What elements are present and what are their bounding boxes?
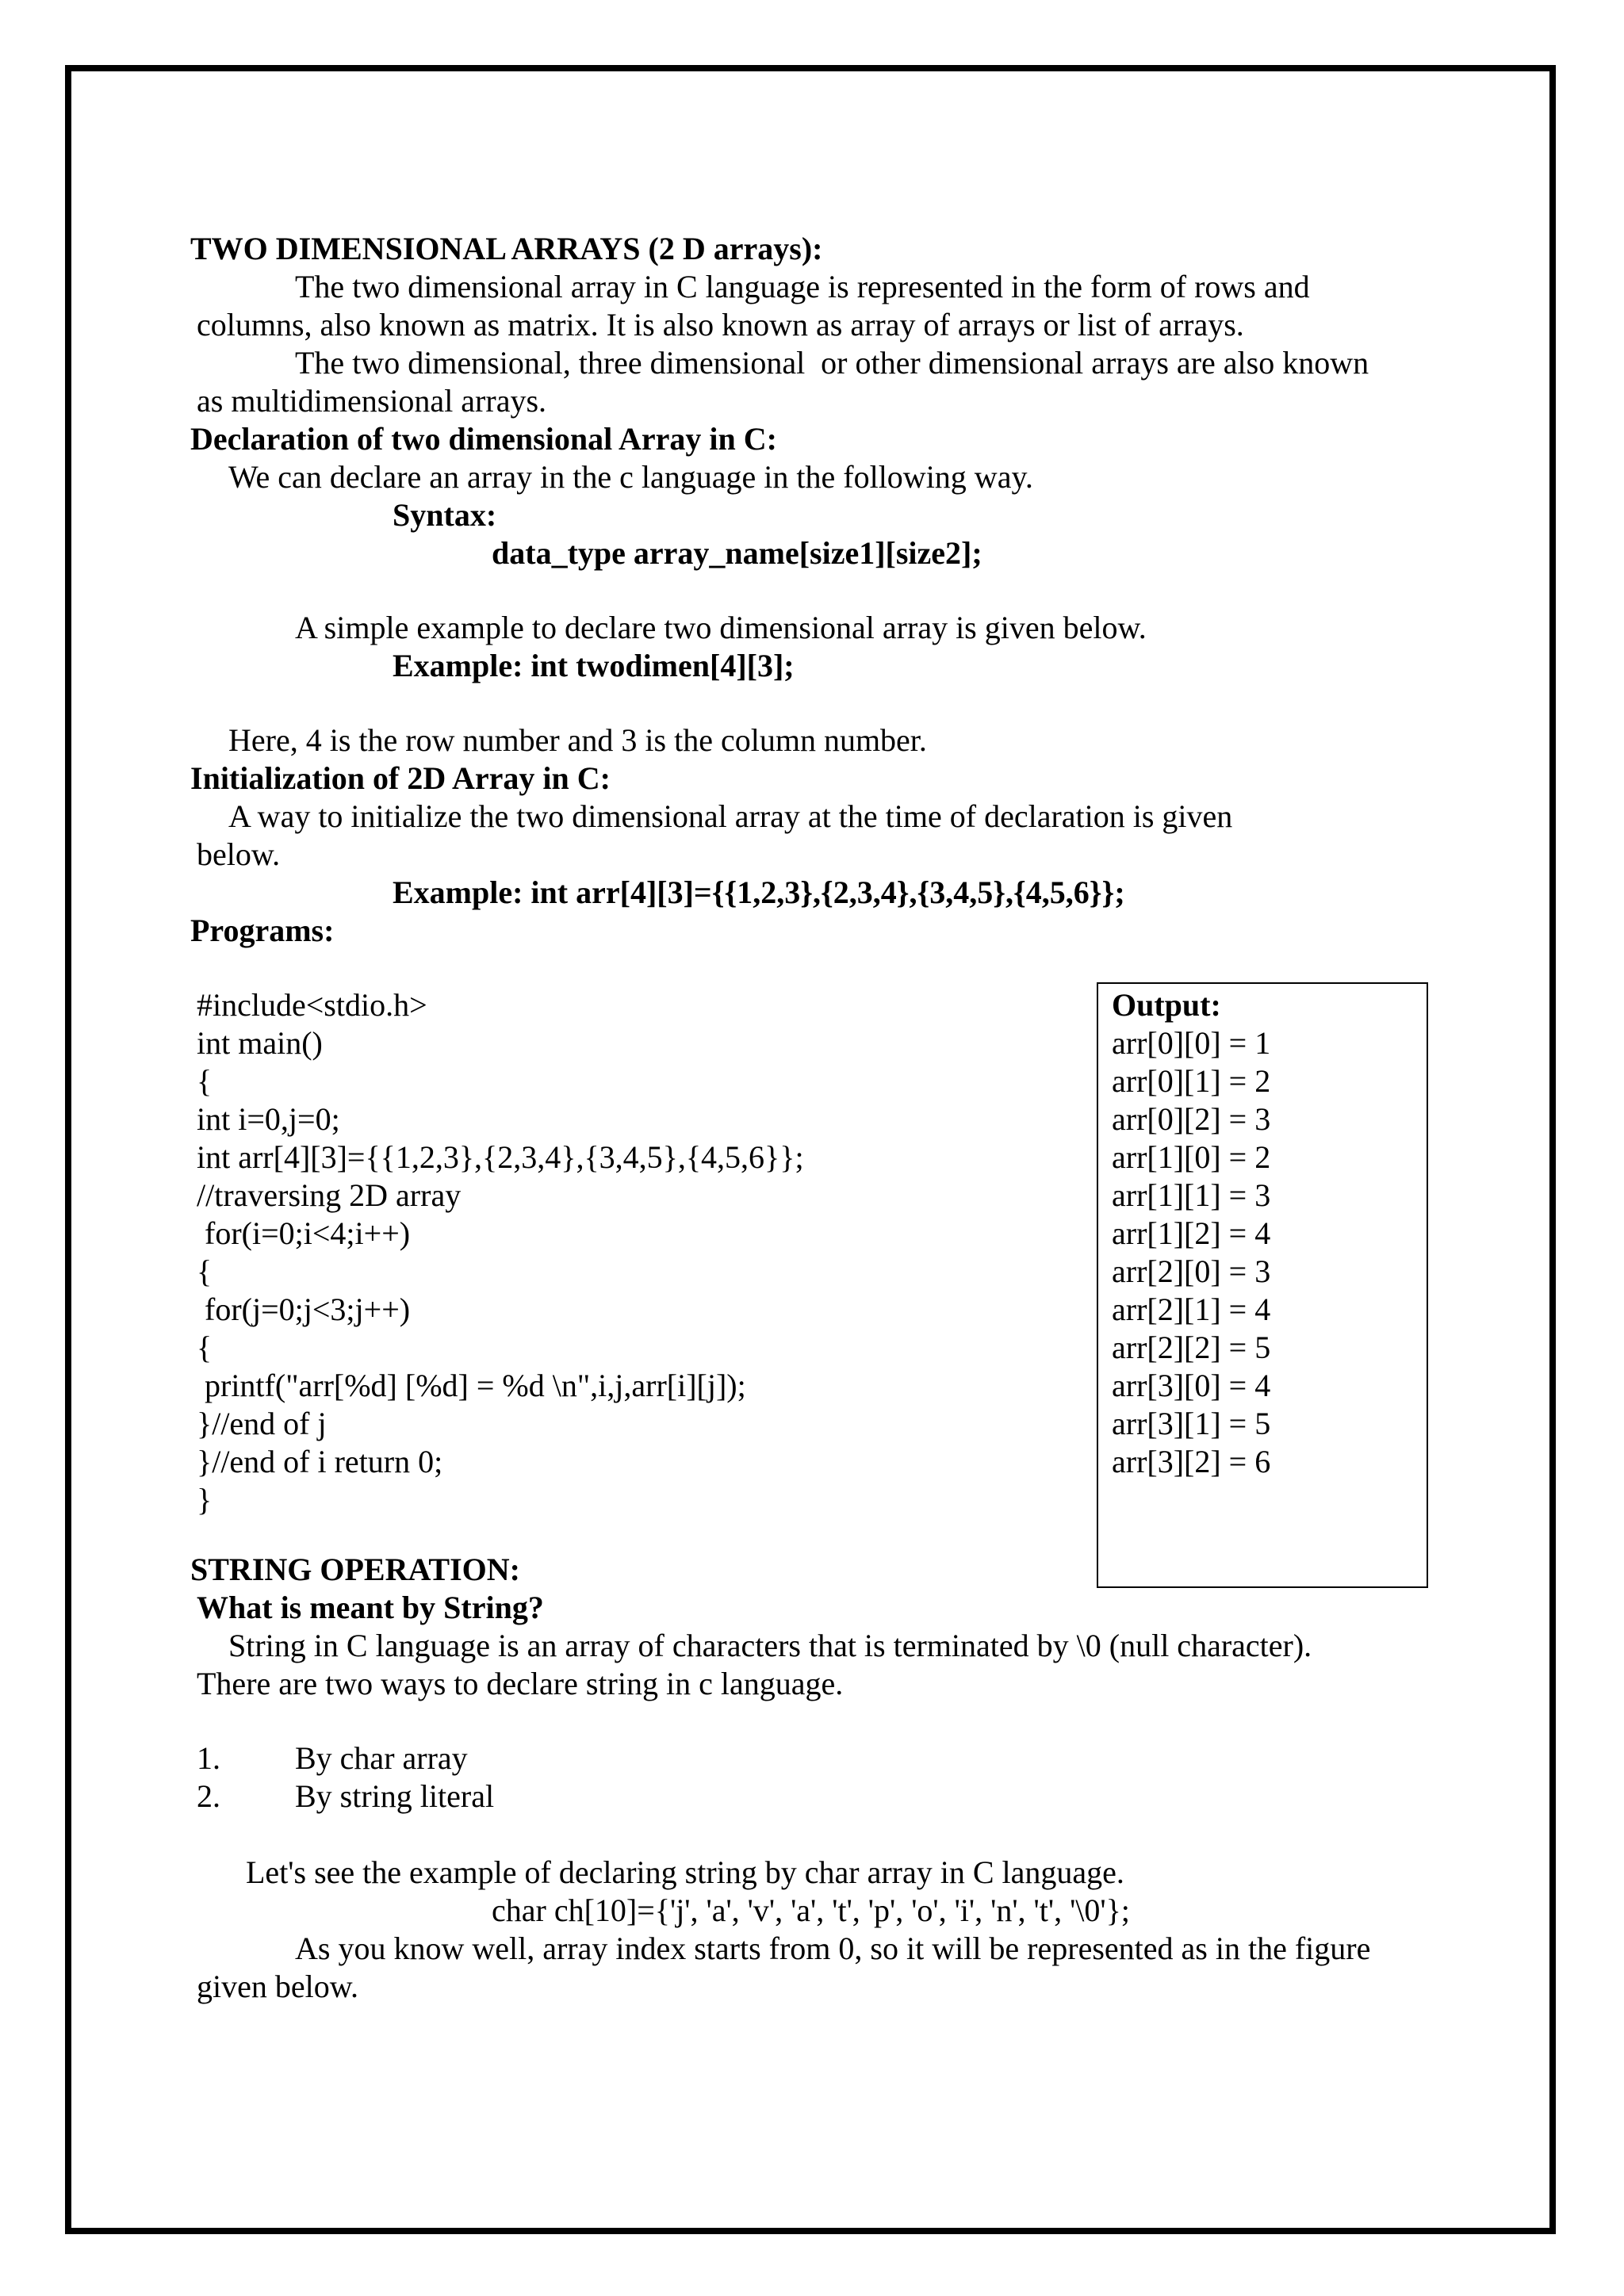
list-item-number: 1. [197, 1740, 220, 1776]
code-line: { [197, 1063, 213, 1099]
subheading-what-is-string: What is meant by String? [197, 1590, 544, 1625]
paragraph-line: A way to initialize the two dimensional array at the time of declaration is given [228, 798, 1233, 834]
output-line: arr[0][2] = 3 [1112, 1101, 1271, 1137]
output-line: arr[2][0] = 3 [1112, 1253, 1271, 1289]
section-heading-2d-arrays: TWO DIMENSIONAL ARRAYS (2 D arrays): [190, 231, 823, 266]
output-line: arr[2][2] = 5 [1112, 1330, 1271, 1365]
code-line: { [197, 1330, 213, 1365]
paragraph-line: as multidimensional arrays. [197, 383, 547, 419]
code-line: //traversing 2D array [197, 1177, 462, 1213]
output-line: arr[3][2] = 6 [1112, 1444, 1271, 1479]
initialization-example: Example: int arr[4][3]={{1,2,3},{2,3,4},{3,4,5},{4,5,6}}; [393, 874, 1125, 910]
list-item-number: 2. [197, 1778, 220, 1814]
output-line: arr[3][1] = 5 [1112, 1406, 1271, 1441]
list-item-text: By char array [295, 1740, 468, 1776]
output-line: arr[0][1] = 2 [1112, 1063, 1271, 1099]
paragraph-line: below. [197, 836, 281, 872]
code-line: printf("arr[%d] [%d] = %d \n",i,j,arr[i][j]); [197, 1368, 746, 1403]
list-item-text: By string literal [295, 1778, 495, 1814]
code-line: { [197, 1253, 213, 1289]
code-line: for(i=0;i<4;i++) [197, 1215, 411, 1251]
code-line: int arr[4][3]={{1,2,3},{2,3,4},{3,4,5},{4,5,6}}; [197, 1139, 804, 1175]
paragraph-line: A simple example to declare two dimensional array is given below. [295, 610, 1147, 645]
code-line: } [197, 1482, 213, 1517]
paragraph-line: There are two ways to declare string in c language. [197, 1666, 844, 1701]
string-example-code: char ch[10]={'j', 'a', 'v', 'a', 't', 'p', 'o', 'i', 'n', 't', '\0'}; [492, 1892, 1130, 1928]
paragraph-line: As you know well, array index starts from 0, so it will be represented as in the figure [295, 1931, 1371, 1966]
output-line: arr[3][0] = 4 [1112, 1368, 1271, 1403]
syntax-code: data_type array_name[size1][size2]; [492, 535, 982, 571]
code-line: for(j=0;j<3;j++) [197, 1292, 411, 1327]
output-line: arr[2][1] = 4 [1112, 1292, 1271, 1327]
output-line: arr[1][2] = 4 [1112, 1215, 1271, 1251]
section-heading-programs: Programs: [190, 913, 335, 948]
code-line: }//end of i return 0; [197, 1444, 443, 1479]
section-heading-initialization: Initialization of 2D Array in C: [190, 760, 611, 796]
paragraph-line: We can declare an array in the c language in the following way. [228, 459, 1033, 495]
paragraph-line: given below. [197, 1969, 359, 2004]
paragraph-line: The two dimensional array in C language is represented in the form of rows and [295, 269, 1310, 304]
output-line: arr[0][0] = 1 [1112, 1025, 1271, 1061]
section-heading-string: STRING OPERATION: [190, 1552, 520, 1587]
syntax-label: Syntax: [393, 497, 497, 533]
code-line: }//end of j [197, 1406, 327, 1441]
paragraph-line: columns, also known as matrix. It is also known as array of arrays or list of arrays. [197, 307, 1244, 342]
section-heading-declaration: Declaration of two dimensional Array in C: [190, 421, 777, 457]
output-line: arr[1][1] = 3 [1112, 1177, 1271, 1213]
paragraph-line: String in C language is an array of characters that is terminated by \0 (null character). [228, 1628, 1312, 1663]
code-line: #include<stdio.h> [197, 987, 427, 1023]
code-line: int main() [197, 1025, 323, 1061]
output-label: Output: [1112, 987, 1221, 1023]
output-line: arr[1][0] = 2 [1112, 1139, 1271, 1175]
paragraph-line: Here, 4 is the row number and 3 is the column number. [228, 722, 927, 758]
declaration-example: Example: int twodimen[4][3]; [393, 648, 795, 683]
code-line: int i=0,j=0; [197, 1101, 340, 1137]
paragraph-line: The two dimensional, three dimensional or other dimensional arrays are also known [295, 345, 1369, 381]
paragraph-line: Let's see the example of declaring string by char array in C language. [246, 1854, 1124, 1890]
